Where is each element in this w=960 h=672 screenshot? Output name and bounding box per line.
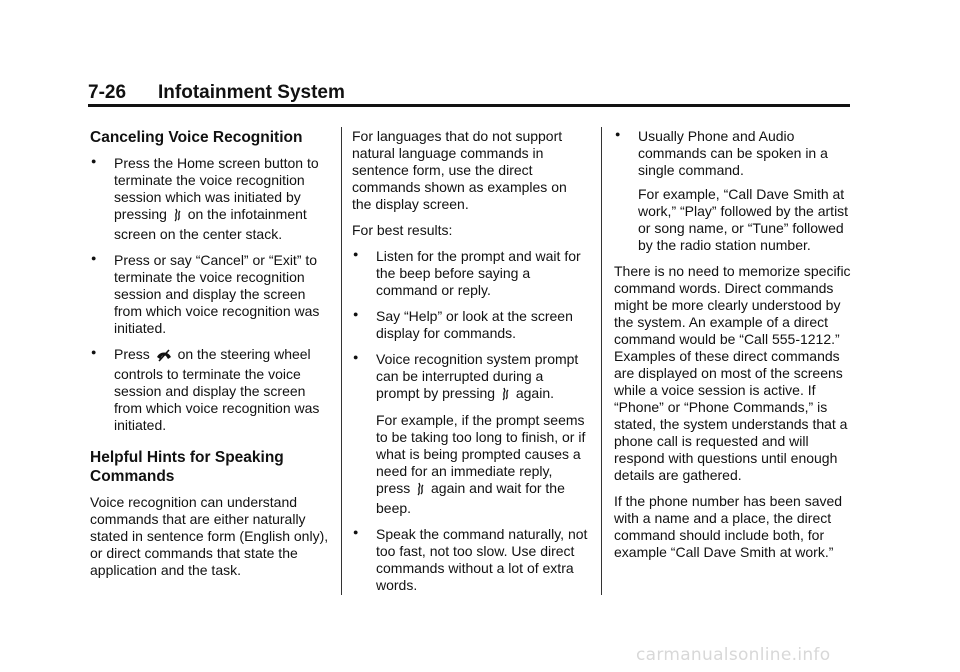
bullet-icon: ● [353, 352, 359, 362]
paragraph: For best results: [352, 222, 453, 238]
bullet-icon: ● [353, 527, 359, 537]
bullet-icon: ● [615, 129, 621, 139]
paragraph: If the phone number has been saved with a name and a place, the direct command should include both, for example “Call Dave Smith at work.” [614, 493, 843, 560]
list-item: ● Usually Phone and Audio commands can be spoken in a single command. For example, “Call Dave Smith at work,” “Play” followed by the artist or song name, or “Tune” followed by the radio station number. [615, 128, 849, 253]
watermark: carmanualsonline.info [636, 645, 831, 665]
list-item: ● Press the Home screen button to terminate the voice recognition session which was initiated by pressing on the infotainment screen on the center stack. [91, 155, 319, 242]
bullet-icon: ● [91, 253, 97, 263]
voice-recognition-icon [173, 208, 182, 226]
list-item: ● Speak the command naturally, not too fast, not too slow. Use direct commands without a lot of extra words. [353, 526, 588, 593]
bullet-icon: ● [353, 249, 359, 259]
bullet-icon: ● [91, 347, 97, 357]
list-item: ● Voice recognition system prompt can be interrupted during a prompt by pressing again. For example, if the prompt seems to be taking too long to finish, or if what is being prompted causes a need for an immediate reply, press again and wait for the beep. [353, 351, 586, 516]
phone-hangup-icon [156, 349, 172, 366]
heading-canceling-voice-recognition: Canceling Voice Recognition [90, 129, 303, 146]
bullet-list [352, 248, 590, 594]
heading-helpful-hints: Helpful Hints for Speaking Commands [90, 449, 284, 485]
section-title: Infotainment System [158, 82, 345, 103]
column-2 [352, 128, 590, 603]
page-number: 7-26 [88, 82, 127, 103]
header-rule [88, 104, 850, 107]
column-3 [614, 128, 854, 570]
column-divider-1 [341, 127, 342, 595]
voice-recognition-icon [501, 387, 510, 405]
list-item: ● Listen for the prompt and wait for the beep before saying a command or reply. [353, 248, 581, 298]
paragraph: Voice recognition can understand commands that are either naturally stated in sentence form (English only), or direct commands that state the application and the task. [90, 494, 329, 578]
list-item: ● Press on the steering wheel controls to terminate the voice session and display the screen from which voice recognition was initiated. [91, 346, 320, 433]
column-divider-2 [601, 127, 602, 595]
list-item: ● Press or say “Cancel” or “Exit” to terminate the voice recognition session and display the screen from which voice recognition was initiated. [91, 252, 320, 336]
column-1 [90, 128, 335, 588]
bullet-list [614, 128, 854, 254]
list-item: ● Say “Help” or look at the screen display for commands. [353, 308, 573, 341]
page-header [88, 80, 850, 106]
voice-recognition-icon [416, 482, 425, 500]
bullet-icon: ● [91, 156, 97, 166]
bullet-icon: ● [353, 309, 359, 319]
bullet-list [90, 155, 335, 434]
paragraph: For languages that do not support natural language commands in sentence form, use the direct commands shown as examples on the display screen. [352, 128, 567, 212]
paragraph: There is no need to memorize specific command words. Direct commands might be more clearly understood by the system. An example of a direct command would be “Call 555-1212.” Examples of these direct commands are displayed on most of the screens while a voice session is active. If “Phone” or “Phone Commands,” is stated, the system understands that a phone call is requested and will respond with questions until enough details are gathered. [614, 263, 851, 483]
